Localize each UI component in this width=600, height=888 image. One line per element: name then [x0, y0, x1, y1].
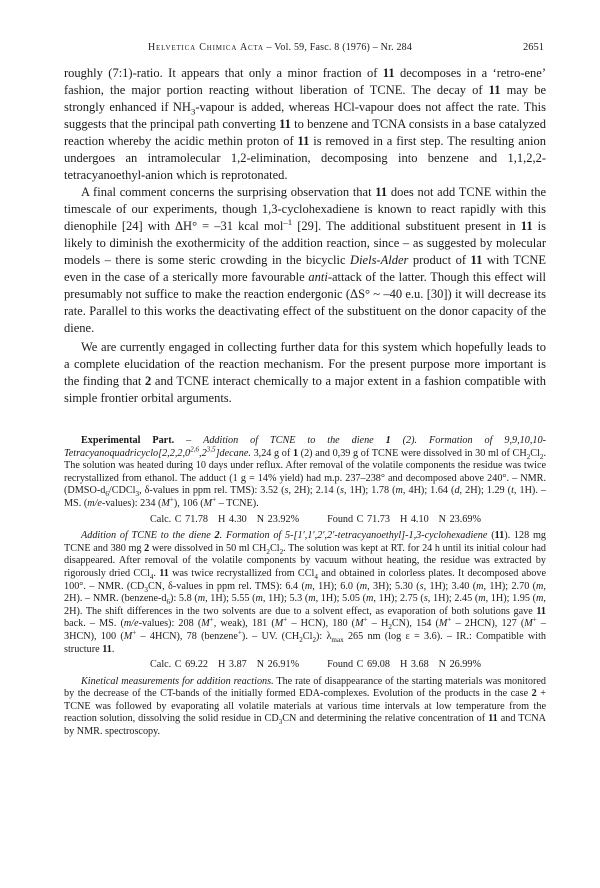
page-body — [64, 65, 546, 739]
paragraph-3: We are currently engaged in collecting further data for this system which hopefully leads to a complete elucidation of the reaction mechanism. For the present purpose more important is the finding that 2 and TCNE interact chemically to a major extent in a fashion compatible with simple frontier orbital arguments. — [64, 340, 546, 405]
experimental-heading: Experimental Part. — [81, 435, 175, 446]
issue-info: – Vol. 59, Fasc. 8 (1976) – Nr. 284 — [263, 42, 413, 53]
experimental-paragraph-1: Experimental Part. – Addition of TCNE to the diene 1 (2). Formation of 9,9,10,10-Tetracyanoquadricyclo[2,2,2,0$^{2,6}$,2$^{3,5}$]decane. 3,24 g of 1 (2) and 0,39 g of TCNE were dissolved in 30 ml of $CH_2Cl_2$. The solution was heated during 10 days under reflux. After removal of the volatile components the residue was twice recrystallized from ethanol. The adduct (1 g = 14% yield) had m.p. 237–238° and decomposed above 240°. – NMR. ($DMSO-d_6/CDCl_3$, δ-values in ppm rel. TMS): 3.52 (s, 2H); 2.14 (s, 1H); 1.78 (m, 4H); 1.64 (d, 2H); 1.29 (t, 1H). – MS. (m/e-values): 234 (M+), 106 (M+ – TCNE). — [64, 435, 546, 509]
paragraph-1: roughly (7:1)-ratio. It appears that only a minor fraction of 11 decomposes in a ‘retro-ene’ fashion, the major portion reacting without liberation of TCNE. The decay of 11 may be strongly enhanced if $NH_3$-vapour is added, whereas HCl-vapour does not affect the rate. This suggests that the principal path converting 11 to benzene and TCNA consists in a base catalyzed reaction whereby the acidic methin proton of 11 is removed in a first step. The resulting anion undergoes an intramolecular 1,2-elimination, decomposing into benzene and 1,1,2,2-tetracyanoethyl-anion which is reprotonated. — [64, 66, 546, 182]
experimental-paragraph-3: Kinetical measurements for addition reactions. The rate of disappearance of the starting materials was monitored by the decrease of the CT-bands of the initially formed EDA-complexes. Evolution of the products in the case 2 + TCNE was followed by evaporating all volatile materials at various time intervals at low temperature from the reaction solution, dissolving the solid residue in $CD_3CN$ and determining the relative concentration of 11 and TCNA by NMR. spectroscopy. — [64, 675, 547, 738]
elemental-analysis-1: Calc. C 71.78 H 4.30 N 23.92% Found C 71.73 H 4.10 N 23.69% — [150, 513, 481, 525]
elemental-analysis-2: Calc. C 69.22 H 3.87 N 26.91% Found C 69.08 H 3.68 N 26.99% — [150, 659, 481, 671]
experimental-paragraph-2: Addition of TCNE to the diene 2. Formation of 5-[1′,1′,2′,2′-tetracyanoethyl]-1,3-cyclohexadiene (11). 128 mg TCNE and 380 mg 2 were dissolved in 50 ml $CH_2Cl_2$. The solution was kept at RT. for 24 h until its initial colour had disappeared. After removal of the volatile components by vacuum without heating, the residue was extracted by rigorously dried CCl$_4$. 11 was twice recrystallized from CCl$_4$ and obtained in colorless plates. It decomposed above 100°. – NMR. ($CD_3CN$, δ-values in ppm rel. TMS): 6.4 (m, 1H); 6.0 (m, 3H); 5.30 (s, 1H); 3.40 (m, 1H); 2.70 (m, 2H). – NMR. $(benzene-d_6)$: 5.8 (m, 1H); 5.55 (m, 1H); 5.3 (m, 1H); 5.05 (m, 1H); 2.75 (s, 1H); 2.45 (m, 1H); 1.95 (m, 2H). The shift differences in the two solvents are due to a solvent effect, as evaporation of both solutions gave 11 back. – MS. (m/e-values): 208 (M+, weak), 181 (M+ – HCN), 180 $(M^+ - H_2CN)$, 154 (M+ – 2HCN), 127 (M+ – 3HCN), 100 (M+ – 4HCN), 78 (benzene+). – UV. $(CH_2Cl_2)$: $\lambda_{max}$ 265 nm (log ε = 3.6). – IR.: Compatible with structure 11. — [64, 530, 547, 655]
page-number: 2651 — [523, 42, 544, 53]
experimental-section — [64, 435, 546, 739]
journal-line — [148, 42, 412, 53]
journal-name: Helvetica Chimica Acta — [148, 42, 264, 53]
running-header — [64, 42, 544, 56]
main-text — [64, 65, 546, 407]
paragraph-2: A final comment concerns the surprising observation that 11 does not add TCNE within the timescale of our experiments, though 1,3-cyclohexadiene is known to react rapidly with this dienophile [24] with ΔH° = –31 kcal mol$^{-1}$ [29]. The additional substituent present in 11 is likely to diminish the exothermicity of the addition reaction, since – as suggested by molecular models – there is some steric crowding in the bicyclic Diels-Alder product of 11 with TCNE even in the case of a sterically more favourable anti-attack of the latter. Though this effect will presumably not suffice to make the reaction endergonic (ΔS° ~ –40 e.u. [30]) it will decrease its rate. Parallel to this works the deactivating effect of the substituent on the donor capacity of the diene. — [64, 185, 547, 335]
